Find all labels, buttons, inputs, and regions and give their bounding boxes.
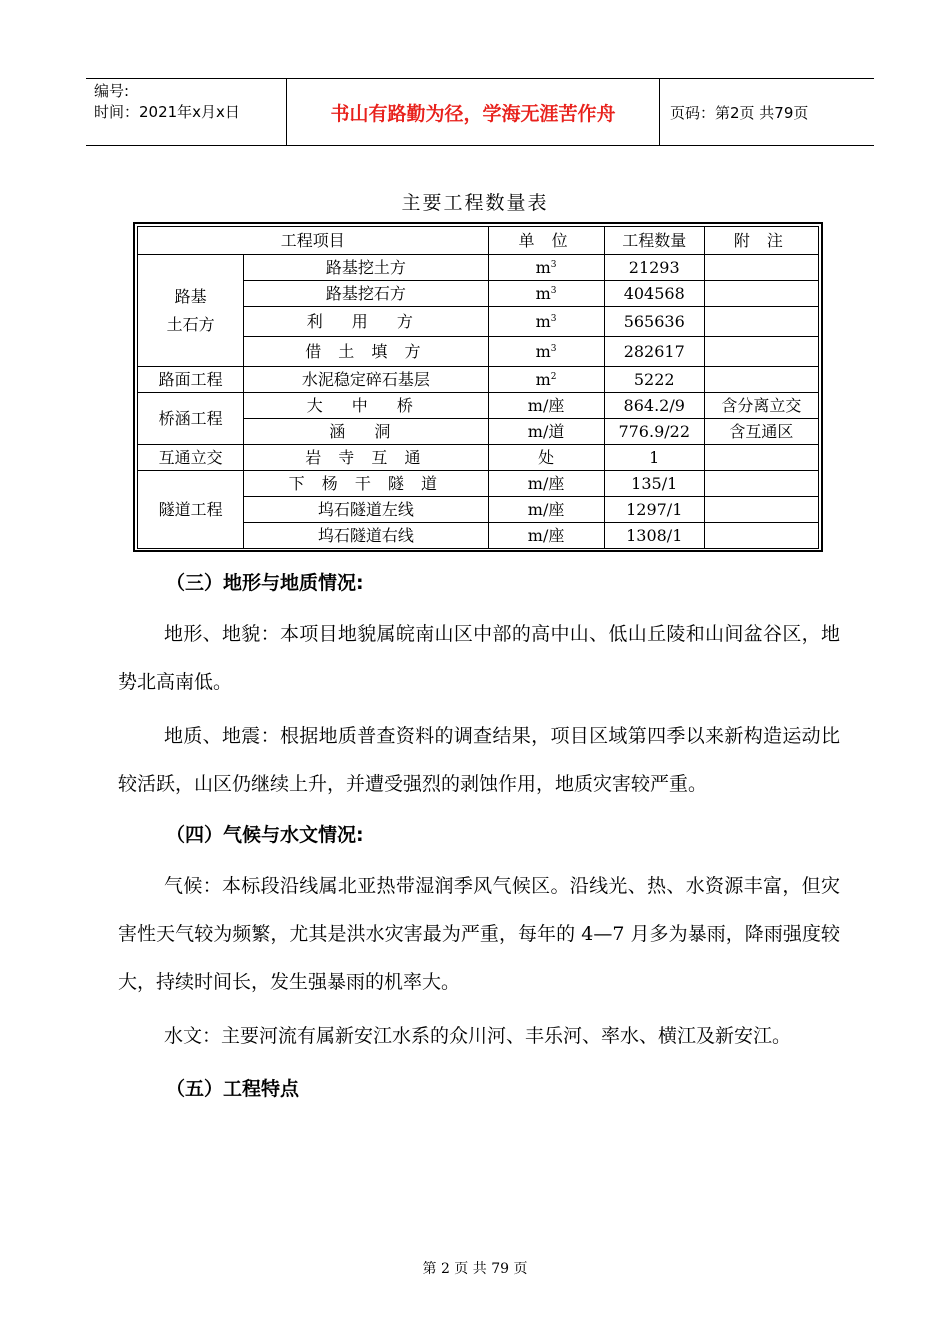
table-row [138, 367, 819, 393]
item-cell: 坞石隧道右线 [244, 523, 488, 549]
group-cell: 互通立交 [138, 445, 244, 471]
section-heading: （三）地形与地质情况: [166, 572, 364, 594]
qty-cell: 1297/1 [604, 497, 704, 523]
page-header [86, 78, 874, 146]
note-cell [704, 307, 818, 337]
item-cell: 路基挖土方 [244, 255, 488, 281]
note-cell [704, 281, 818, 307]
header-unit: 单 位 [488, 227, 604, 255]
qty-cell: 1 [604, 445, 704, 471]
note-cell [704, 523, 818, 549]
table-row [138, 471, 819, 497]
unit-cell: m/座 [488, 393, 604, 419]
qty-cell: 776.9/22 [604, 419, 704, 445]
item-cell: 涵 洞 [244, 419, 488, 445]
group-label: 土石方 [166, 314, 215, 334]
qty-cell: 135/1 [604, 471, 704, 497]
item-cell: 水泥稳定碎石基层 [244, 367, 488, 393]
group-cell: 桥涵工程 [138, 393, 244, 445]
group-cell: 路面工程 [138, 367, 244, 393]
header-page-count: 页码：第2页 共79页 [670, 103, 809, 122]
unit-cell: m/座 [488, 523, 604, 549]
table-row [138, 445, 819, 471]
qty-cell: 1308/1 [604, 523, 704, 549]
quantity-table [137, 226, 819, 549]
note-cell: 含分离立交 [704, 393, 818, 419]
qty-cell: 565636 [604, 307, 704, 337]
paragraph: 地质、地震：根据地质普查资料的调查结果，项目区域第四季以来新构造运动比较活跃，山区仍继续上升，并遭受强烈的剥蚀作用，地质灾害较严重。 [118, 725, 840, 795]
item-cell: 坞石隧道左线 [244, 497, 488, 523]
note-cell [704, 337, 818, 367]
header-quantity: 工程数量 [604, 227, 704, 255]
header-meta [94, 81, 240, 123]
qty-cell: 404568 [604, 281, 704, 307]
document-time: 时间：2021年x月x日 [94, 103, 240, 121]
group-label: 路基 [174, 286, 207, 306]
qty-cell: 21293 [604, 255, 704, 281]
table-row [138, 393, 819, 419]
quantity-table-frame [133, 222, 823, 552]
unit-cell: $m^2$ [488, 367, 604, 393]
qty-cell: 864.2/9 [604, 393, 704, 419]
note-cell [704, 367, 818, 393]
unit-cell: $m^3$ [488, 307, 604, 337]
page-footer: 第 2 页 共 79 页 [422, 1261, 528, 1277]
item-cell: 路基挖石方 [244, 281, 488, 307]
table-header-row [138, 227, 819, 255]
body-content [118, 560, 840, 1112]
paragraph: 水文：主要河流有属新安江水系的众川河、丰乐河、率水、横江及新安江。 [164, 1025, 792, 1047]
group-cell: 隧道工程 [138, 471, 244, 549]
unit-cell: $m^3$ [488, 255, 604, 281]
section-heading: （四）气候与水文情况: [166, 824, 364, 846]
document-number: 编号: [94, 82, 130, 100]
unit-cell: m/座 [488, 497, 604, 523]
item-cell: 借 土 填 方 [244, 337, 488, 367]
paragraph: 气候：本标段沿线属北亚热带湿润季风气候区。沿线光、热、水资源丰富，但灾害性天气较为频繁，尤其是洪水灾害最为严重，每年的 4—7 月多为暴雨，降雨强度较大，持续时间长，发生强暴雨的机率大。 [118, 875, 840, 993]
unit-cell: $m^3$ [488, 337, 604, 367]
note-cell [704, 497, 818, 523]
note-cell [704, 471, 818, 497]
header-item: 工程项目 [138, 227, 489, 255]
unit-cell: m/座 [488, 471, 604, 497]
item-cell: 岩 寺 互 通 [244, 445, 488, 471]
unit-cell: m/道 [488, 419, 604, 445]
group-cell [138, 255, 244, 367]
item-cell: 利 用 方 [244, 307, 488, 337]
section-heading: （五）工程特点 [166, 1078, 300, 1100]
note-cell [704, 255, 818, 281]
unit-cell: 处 [488, 445, 604, 471]
qty-cell: 282617 [604, 337, 704, 367]
qty-cell: 5222 [604, 367, 704, 393]
header-note: 附 注 [704, 227, 818, 255]
item-cell: 大 中 桥 [244, 393, 488, 419]
unit-cell: $m^3$ [488, 281, 604, 307]
note-cell: 含互通区 [704, 419, 818, 445]
header-motto: 书山有路勤为径，学海无涯苦作舟 [286, 79, 660, 145]
table-title: 主要工程数量表 [401, 192, 549, 214]
table-row [138, 255, 819, 281]
paragraph: 地形、地貌：本项目地貌属皖南山区中部的高中山、低山丘陵和山间盆谷区，地势北高南低。 [118, 623, 840, 693]
item-cell: 下 杨 干 隧 道 [244, 471, 488, 497]
note-cell [704, 445, 818, 471]
